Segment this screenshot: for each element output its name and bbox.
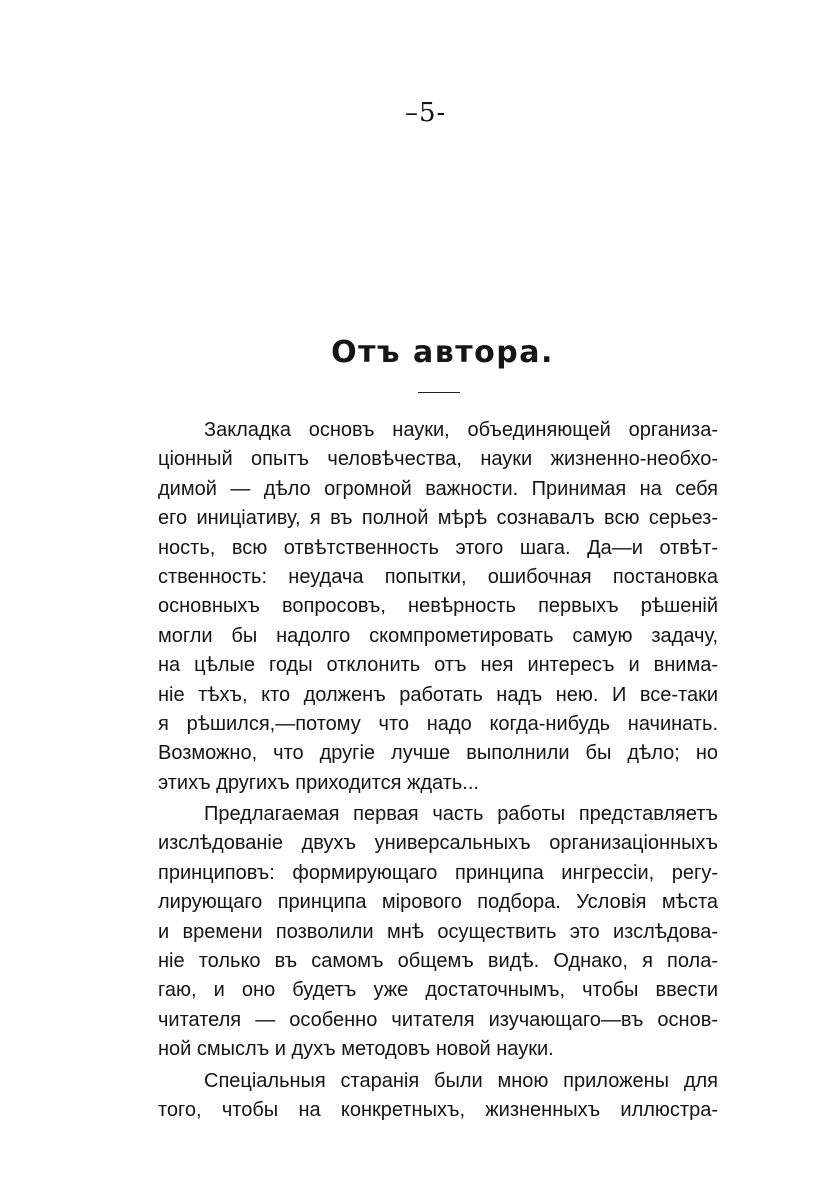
text-line: на цѣлые годы отклонить отъ нея интересъ и внима- [158,654,718,677]
text-line: Возможно, что другіе лучше выполнили бы дѣло; но [158,742,718,765]
text-line: его иниціативу, я въ полной мѣрѣ сознавалъ всю серьез- [158,507,718,530]
text-line: ность, всю отвѣтственность этого шага. Да—и отвѣт- [158,536,718,559]
text-line: ніе только въ самомъ общемъ видѣ. Однако, я пола- [158,950,718,973]
title-underline-rule [418,392,460,393]
text-line: принциповъ: формирующаго принципа ингрессіи, регу- [158,861,718,884]
text-line: Закладка основъ науки, объединяющей организа- [204,419,718,441]
text-line: изслѣдованіе двухъ универсальныхъ организаціонныхъ [158,832,718,855]
body-text [158,416,718,1125]
page-number: –5- [405,98,447,128]
text-line: основныхъ вопросовъ, невѣрность первыхъ рѣшеній [158,595,718,618]
text-line: гаю, и оно будетъ уже достаточнымъ, чтобы ввести [158,979,718,1002]
text-line: ной смыслъ и духъ методовъ новой науки. [158,1038,554,1061]
text-line: ніе тѣхъ, кто долженъ работать надъ нею. И все-таки [158,683,718,706]
text-line: ціонный опытъ человѣчества, науки жизненно-необхо- [158,448,718,471]
text-line: Спеціальныя старанія были мною приложены для [204,1069,718,1092]
text-line: Предлагаемая первая часть работы представляетъ [204,803,718,826]
text-line: читателя — особенно читателя изучающаго—въ основ- [158,1008,718,1031]
text-line: димой — дѣло огромной важности. Принимая на себя [158,477,718,500]
text-line: того, чтобы на конкретныхъ, жизненныхъ иллюстра- [158,1098,718,1121]
text-line: ственность: неудача попытки, ошибочная постановка [158,565,718,588]
text-line: могли бы надолго скомпрометировать самую задачу, [158,624,718,647]
text-line: этихъ другихъ приходится ждать... [158,771,479,794]
text-line: лирующаго принципа мірового подбора. Условія мѣста [158,891,718,914]
section-title: Отъ автора. [331,335,554,370]
text-line: я рѣшился,—потому что надо когда-нибудь начинать. [158,712,718,735]
text-line: и времени позволили мнѣ осуществить это изслѣдова- [158,920,718,943]
